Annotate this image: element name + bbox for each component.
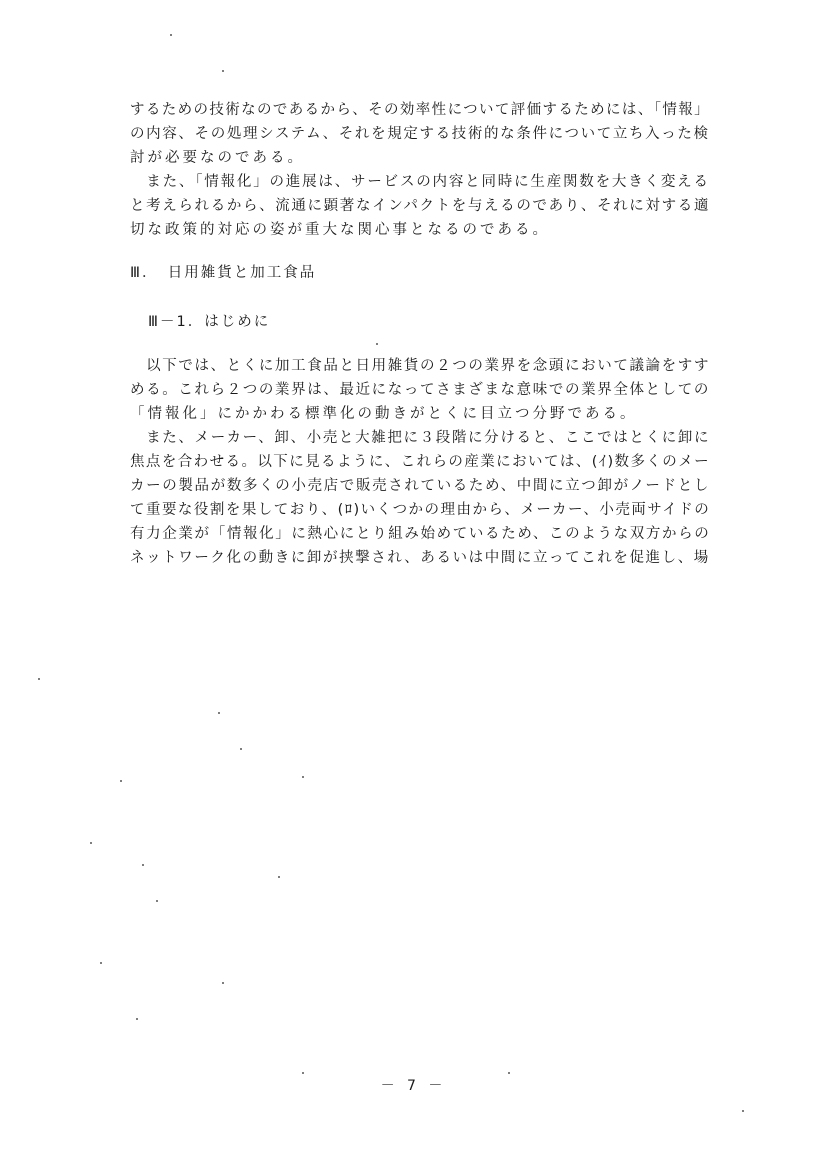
paragraph-4-line-6: ネットワーク化の動きに卸が挟撃され、あるいは中間に立ってこれを促進し、場	[130, 550, 710, 566]
paragraph-3-line-1: 以下では、とくに加工食品と日用雑貨の２つの業界を念頭において議論をすす	[130, 358, 711, 374]
scan-speck	[376, 343, 378, 345]
scan-speck	[170, 34, 172, 36]
paragraph-2-line-3: 切な政策的対応の姿が重大な関心事となるのである。	[130, 222, 550, 238]
paragraph-2-line-1: また、「情報化」の進展は、サービスの内容と同時に生産関数を大きく変える	[130, 174, 710, 190]
paragraph-1-line-2: の内容、その処理システム、それを規定する技術的な条件について立ち入った検	[130, 126, 710, 142]
scan-speck	[142, 864, 144, 866]
paragraph-4-line-2: 焦点を合わせる。以下に見るように、これらの産業においては、(ｲ)数多くのメー	[130, 454, 711, 470]
scan-speck	[240, 748, 242, 750]
section-heading: Ⅲ． 日用雑貨と加工食品	[130, 265, 317, 281]
scan-speck	[278, 876, 280, 878]
scan-speck	[508, 1072, 510, 1074]
paragraph-4-line-5: 有力企業が「情報化」に熱心にとり組み始めているため、このような双方からの	[130, 526, 711, 542]
paragraph-1-line-3: 討が必要なのである。	[130, 150, 305, 166]
paragraph-4-line-3: カーの製品が数多くの小売店で販売されているため、中間に立つ卸がノードとし	[130, 478, 710, 494]
paragraph-2-line-2: と考えられるから、流通に顕著なインパクトを与えるのであり、それに対する適	[130, 198, 710, 214]
page-number: － 7 －	[380, 1078, 447, 1094]
paragraph-4-line-1: また、メーカー、卸、小売と大雑把に３段階に分けると、ここではとくに卸に	[130, 430, 711, 446]
scan-speck	[156, 900, 158, 902]
scan-speck	[136, 1018, 138, 1020]
scan-speck	[218, 712, 220, 714]
scan-speck	[222, 70, 224, 72]
scan-speck	[222, 982, 224, 984]
scan-speck	[90, 842, 92, 844]
scan-speck	[120, 780, 122, 782]
paragraph-1-line-1: するための技術なのであるから、その効率性について評価するためには、「情報」	[130, 102, 710, 118]
scan-speck	[38, 678, 40, 680]
scan-speck	[302, 1072, 304, 1074]
scan-speck	[302, 776, 304, 778]
paragraph-3-line-2: める。これら２つの業界は、最近になってさまざまな意味での業界全体としての	[130, 382, 710, 398]
paragraph-3-line-3: 「情報化」にかかわる標準化の動きがとくに目立つ分野である。	[130, 406, 638, 422]
scan-speck	[100, 962, 102, 964]
subsection-heading: Ⅲ－1．はじめに	[148, 314, 271, 330]
scan-speck	[742, 1110, 744, 1112]
paragraph-4-line-4: て重要な役割を果しており、(ﾛ)いくつかの理由から、メーカー、小売両サイドの	[130, 502, 711, 518]
